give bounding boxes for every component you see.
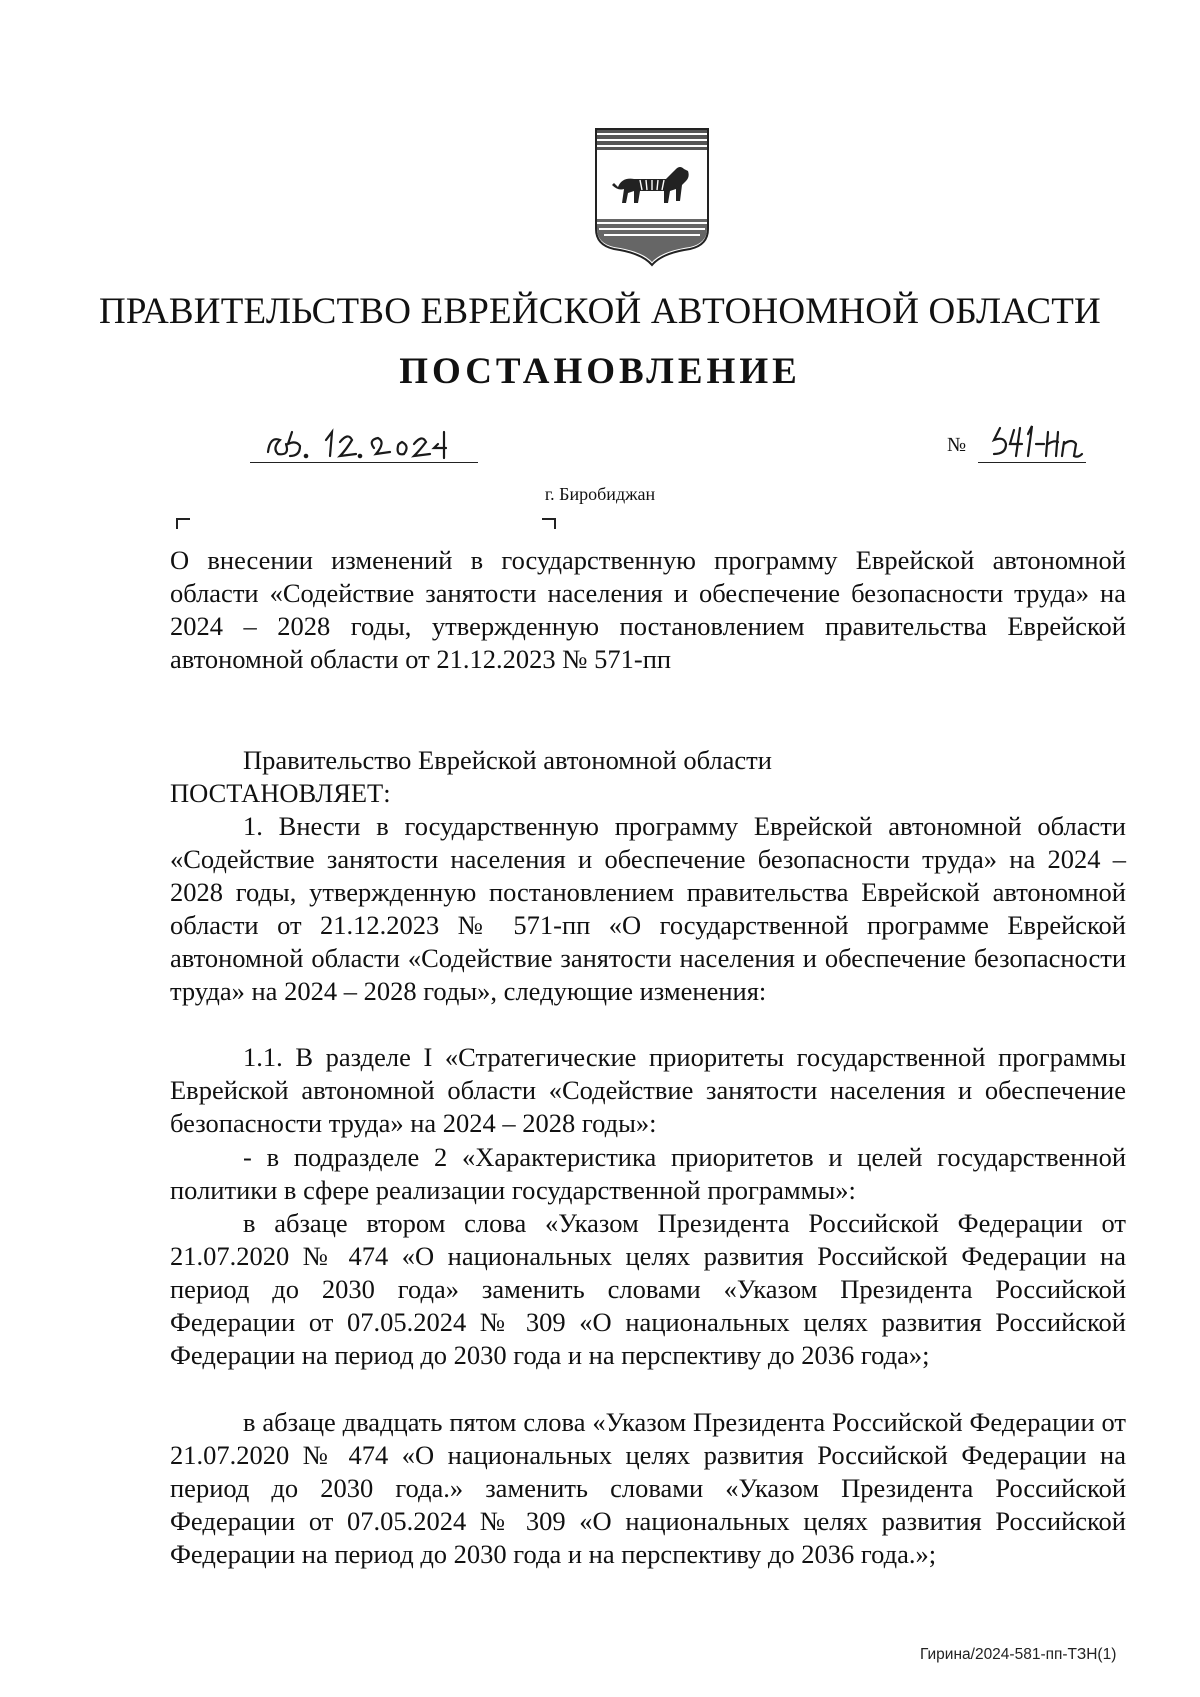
document-type-title: ПОСТАНОВЛЕНИЕ: [399, 351, 801, 392]
handwritten-date: [262, 418, 474, 464]
title-corner-mark-left: [176, 518, 190, 529]
date-underline: [250, 462, 478, 463]
paragraph-1: 1. Внести в государственную программу Еврейской автономной области «Содействие занятости населения и обеспечение безопасности труда» на 2024 – 2028 годы, утвержденную постановлением правительства Еврейской автономной области от 21.12.2023 № 571-пп «О государственной программе Еврейской автономной области «Содействие занятости населения и обеспечение безопасности труда» на 2024 – 2028 годы», следующие изменения:: [170, 811, 1126, 1006]
city-of-issue: г. Биробиджан: [544, 484, 656, 504]
issuing-authority: ПРАВИТЕЛЬСТВО ЕВРЕЙСКОЙ АВТОНОМНОЙ ОБЛАСТИ: [99, 291, 1101, 332]
number-label: №: [947, 434, 967, 456]
paragraph-1-1: 1.1. В разделе I «Стратегические приоритеты государственной программы Еврейской автономной области «Содействие занятости населения и обеспечение безопасности труда» на 2024 – 2028 годы»:: [170, 1042, 1126, 1138]
preamble-line: Правительство Еврейской автономной области: [243, 745, 772, 775]
paragraph-second-abzac: в абзаце втором слова «Указом Президента Российской Федерации от 21.07.2020 № 474 «О национальных целях развития Российской Федерации на период до 2030 года» заменить словами «Указом Президента Российской Федерации от 07.05.2024 № 309 «О национальных целях развития Российской Федерации на период до 2030 года и на перспективу до 2036 года»;: [170, 1208, 1126, 1370]
paragraph-twenty-fifth-abzac: в абзаце двадцать пятом слова «Указом Президента Российской Федерации от 21.07.2020 № 474 «О национальных целях развития Российской Федерации на период до 2030 года.» заменить словами «Указом Президента Российской Федерации от 07.05.2024 № 309 «О национальных целях развития Российской Федерации на период до 2030 года и на перспективу до 2036 года.»;: [170, 1407, 1126, 1569]
number-underline: [978, 462, 1086, 463]
resolves-word: ПОСТАНОВЛЯЕТ:: [170, 778, 391, 808]
handwritten-number: [986, 420, 1086, 462]
document-subject-title: О внесении изменений в государственную программу Еврейской автономной области «Содействие занятости населения и обеспечение безопасности труда» на 2024 – 2028 годы, утвержденную постановлением правительства Еврейской автономной области от 21.12.2023 № 571-пп: [170, 545, 1126, 674]
coat-of-arms-tiger-icon: [590, 125, 714, 267]
title-corner-mark-right: [542, 518, 556, 529]
document-reference-code: Гирина/2024-581-пп-ТЗН(1): [920, 1646, 1117, 1663]
paragraph-subsection-2: - в подразделе 2 «Характеристика приоритетов и целей государственной политики в сфере реализации государственной программы»:: [170, 1142, 1126, 1205]
